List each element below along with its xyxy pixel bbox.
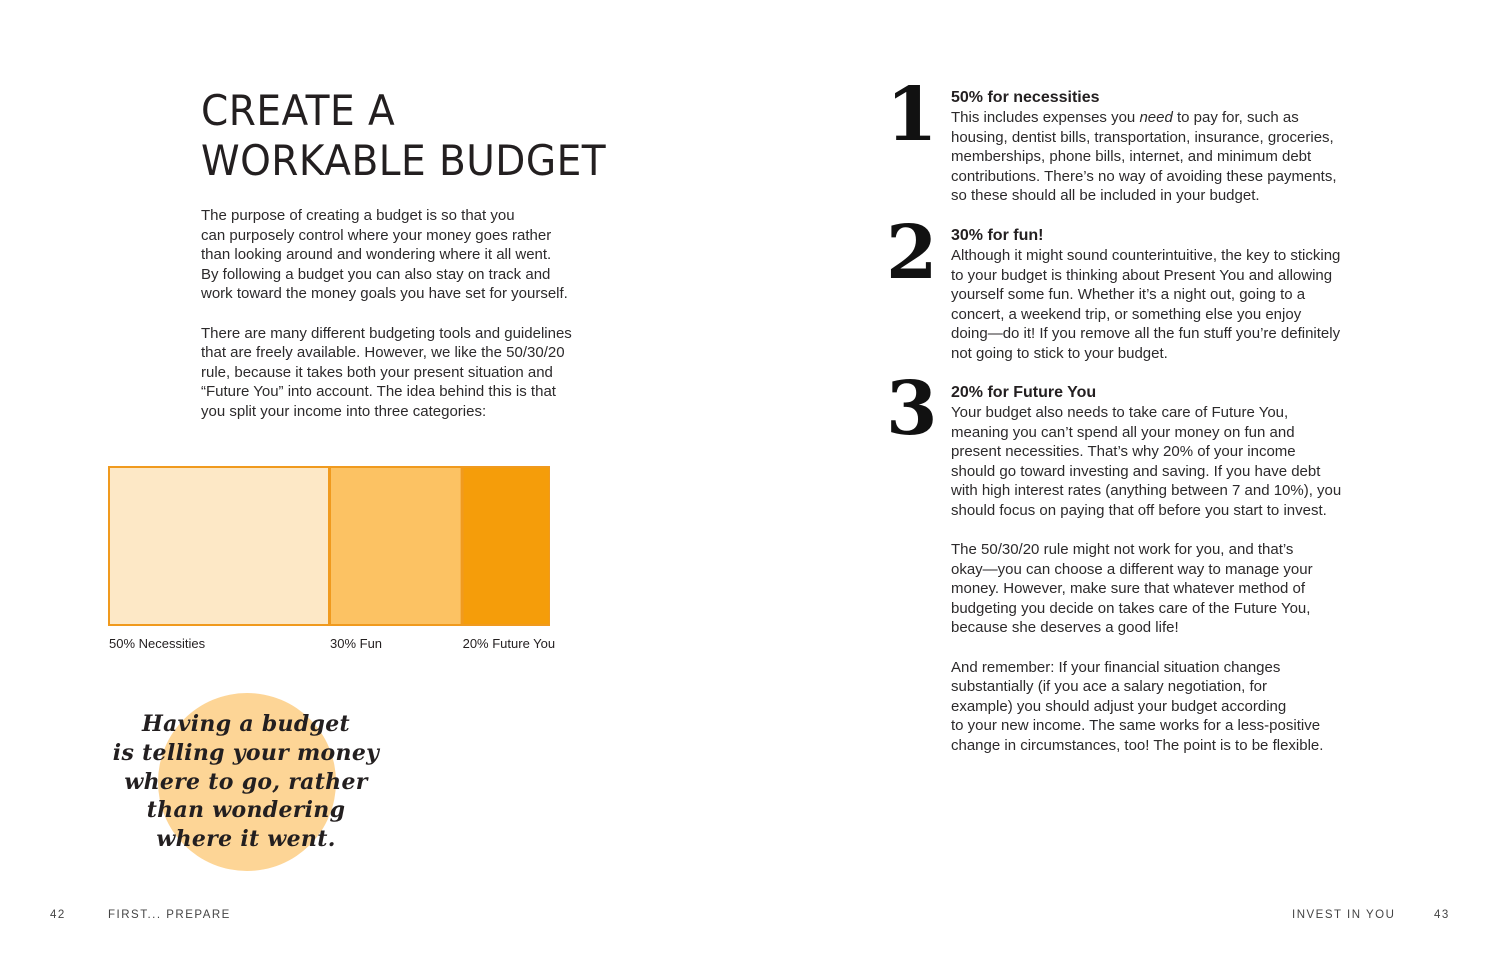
text-line: By following a budget you can also stay on track and <box>201 265 551 283</box>
closing-text <box>951 540 1391 775</box>
quote-line: is telling your money <box>112 739 380 766</box>
bar-label-2: 30% Fun <box>330 636 383 651</box>
section-body <box>951 108 1391 206</box>
text-line: change in circumstances, too! The point is to be flexible. <box>951 736 1324 754</box>
numeral-3: 3 <box>886 366 938 452</box>
text-line: example) you should adjust your budget according <box>951 697 1287 715</box>
text-line: yourself some fun. Whether it’s a night out, going to a <box>951 286 1306 304</box>
intro-paragraph-2 <box>201 324 621 422</box>
intro-paragraph-1 <box>201 206 621 304</box>
text-line: should focus on paying that off before you start to invest. <box>951 501 1327 519</box>
closing-paragraph-1 <box>951 540 1391 638</box>
text-line: The 50/30/20 rule might not work for you, and that’s <box>951 541 1294 558</box>
bar-label-1: 50% Necessities <box>109 636 206 651</box>
text-line: budgeting you decide on takes care of the Future You, <box>951 599 1311 617</box>
page-number-right: 43 <box>1434 909 1450 921</box>
text-line: meaning you can’t spend all your money on fun and <box>951 423 1295 441</box>
text-line: can purposely control where your money goes rather <box>201 226 552 244</box>
text-line: than looking around and wondering where it all went. <box>201 246 552 264</box>
bar-segment-1 <box>109 467 329 625</box>
section-fun <box>951 226 1391 364</box>
section-future-you <box>951 383 1391 521</box>
text-line: This includes expenses you <box>951 109 1140 126</box>
emphasis: need <box>1139 109 1173 126</box>
pull-quote <box>106 710 386 854</box>
title-line-2: WORKABLE BUDGET <box>201 136 607 185</box>
intro-text <box>201 206 621 441</box>
text-line: that are freely available. However, we like the 50/30/20 <box>201 344 565 362</box>
text-line: memberships, phone bills, internet, and minimum debt <box>951 148 1312 166</box>
text-line: The purpose of creating a budget is so that you <box>201 207 515 224</box>
bar-segment-3 <box>463 467 550 625</box>
text-line: housing, dentist bills, transportation, insurance, groceries, <box>951 128 1334 146</box>
page-title <box>201 86 637 186</box>
title-line-1: CREATE A <box>201 86 396 135</box>
text-line: rule, because it takes both your present situation and <box>201 363 553 381</box>
text-line: “Future You” into account. The idea behind this is that <box>201 383 556 401</box>
text-line: should go toward investing and saving. If you have debt <box>951 462 1321 480</box>
numeral-2: 2 <box>886 210 938 296</box>
quote-line: than wondering <box>146 797 346 824</box>
text-line: doing—do it! If you remove all the fun stuff you’re definitely <box>951 325 1341 343</box>
quote-line: where to go, rather <box>124 768 368 795</box>
closing-paragraph-2 <box>951 658 1391 756</box>
bar-label-3: 20% Future You <box>462 636 556 651</box>
budget-split-svg <box>108 466 550 626</box>
page-number-left: 42 <box>50 909 66 921</box>
text-line: you split your income into three categories: <box>201 402 487 420</box>
section-heading: 30% for fun! <box>951 227 1044 244</box>
text-line: Your budget also needs to take care of Future You, <box>951 404 1289 421</box>
text-line: substantially (if you ace a salary negotiation, for <box>951 678 1268 696</box>
running-head-left: FIRST... PREPARE <box>108 909 231 921</box>
text-line: to pay for, such as <box>1172 109 1299 126</box>
text-line: not going to stick to your budget. <box>951 344 1168 362</box>
text-line: to your budget is thinking about Present You and allowing <box>951 266 1333 284</box>
budget-split-chart <box>108 466 550 626</box>
text-line: present necessities. That’s why 20% of your income <box>951 443 1296 461</box>
text-line: And remember: If your financial situation changes <box>951 658 1281 676</box>
budget-split-labels <box>0 636 700 656</box>
section-heading: 20% for Future You <box>951 384 1097 401</box>
section-body <box>951 246 1391 364</box>
text-line: to your new income. The same works for a less-positive <box>951 717 1321 735</box>
text-line: with high interest rates (anything between 7 and 10%), you <box>951 482 1342 500</box>
numeral-1: 1 <box>886 72 938 158</box>
text-line: work toward the money goals you have set for yourself. <box>201 285 568 303</box>
text-line: contributions. There’s no way of avoiding these payments, <box>951 167 1337 185</box>
section-necessities <box>951 88 1391 206</box>
text-line: okay—you can choose a different way to manage your <box>951 560 1313 578</box>
running-head-right: INVEST IN YOU <box>1292 909 1396 921</box>
text-line: There are many different budgeting tools and guidelines <box>201 324 572 342</box>
quote-line: where it went. <box>156 826 336 853</box>
text-line: because she deserves a good life! <box>951 619 1179 637</box>
text-line: concert, a weekend trip, or something else you enjoy <box>951 305 1302 323</box>
text-line: money. However, make sure that whatever method of <box>951 580 1306 598</box>
bar-segment-2 <box>330 467 462 625</box>
text-line: so these should all be included in your budget. <box>951 187 1260 205</box>
section-body <box>951 403 1391 521</box>
quote-line: Having a budget <box>142 711 350 737</box>
text-line: Although it might sound counterintuitive, the key to sticking <box>951 247 1341 264</box>
section-heading: 50% for necessities <box>951 89 1100 106</box>
